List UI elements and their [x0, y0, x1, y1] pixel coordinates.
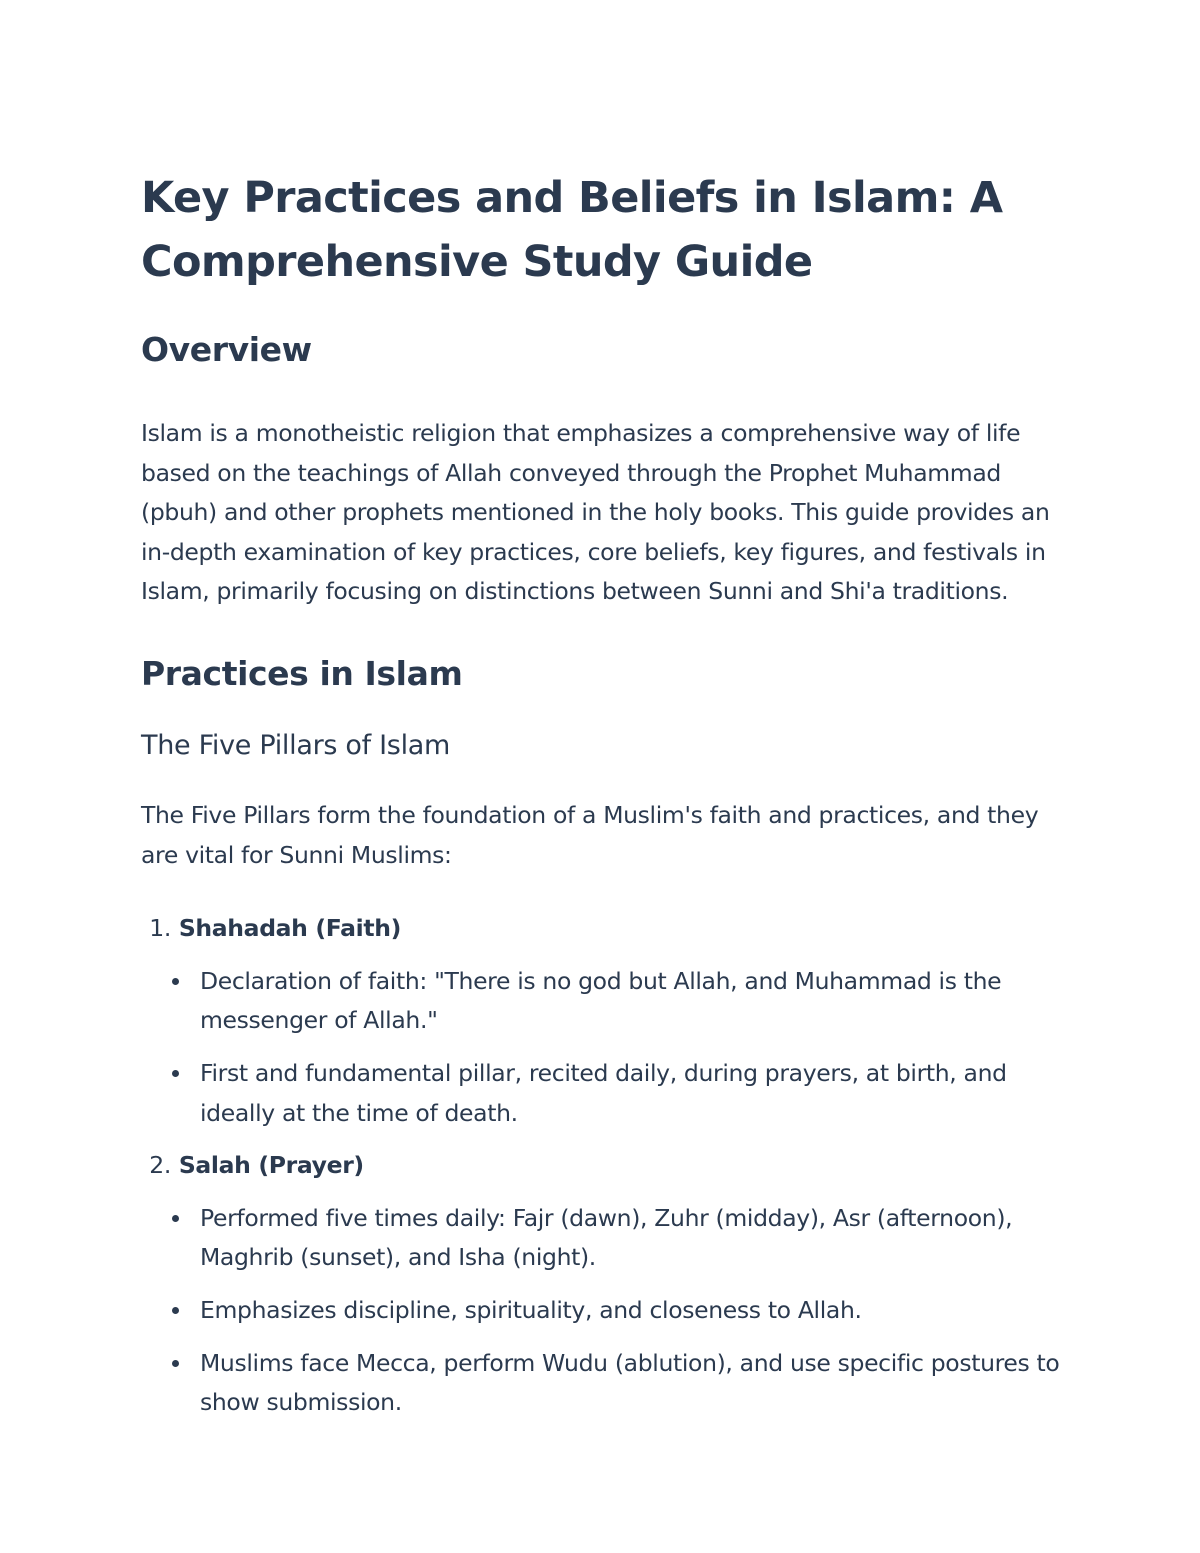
five-pillars-heading: The Five Pillars of Islam	[141, 729, 451, 761]
list-item-text: Declaration of faith: "There is no god but Allah, and Muhammad is the messenger of Allah."	[200, 966, 1002, 1035]
list-item	[141, 962, 1060, 1041]
bullet-icon	[172, 978, 179, 985]
list-item	[141, 1199, 1060, 1278]
five-pillars-intro: The Five Pillars form the foundation of a Muslim's faith and practices, and they are vital for Sunni Muslims:	[141, 800, 1039, 869]
bullet-icon	[172, 1360, 179, 1367]
pillar-item-shahadah	[141, 909, 1060, 1133]
pillar-name: Shahadah (Faith)	[178, 914, 401, 943]
pillar-number: 2.	[149, 1151, 171, 1180]
bullet-icon	[172, 1070, 179, 1077]
overview-paragraph: Islam is a monotheistic religion that emphasizes a comprehensive way of life based on the teachings of Allah conveyed through the Prophet Muhammad (pbuh) and other prophets mentioned in the holy books. This guide provides an in-depth examination of key practices, core beliefs, key figures, and festivals in Islam, primarily focusing on distinctions between Sunni and Shi'a traditions.	[141, 419, 1050, 606]
list-item-text: Emphasizes discipline, spirituality, and closeness to Allah.	[200, 1295, 862, 1324]
bullet-icon	[172, 1215, 179, 1222]
bullet-icon	[172, 1307, 179, 1314]
list-item	[141, 1054, 1060, 1133]
practices-heading: Practices in Islam	[141, 653, 463, 693]
pillar-points	[141, 962, 1060, 1133]
document-title: Key Practices and Beliefs in Islam: A Comprehensive Study Guide	[141, 173, 1003, 287]
overview-heading: Overview	[141, 330, 312, 369]
pillar-name: Salah (Prayer)	[178, 1151, 364, 1180]
list-item	[141, 1291, 1060, 1331]
pillar-number: 1.	[149, 914, 171, 943]
pillars-list	[141, 909, 1060, 1423]
list-item	[141, 1344, 1060, 1423]
pillar-item-salah	[141, 1146, 1060, 1423]
pillar-header	[141, 1146, 1060, 1186]
list-item-text: First and fundamental pillar, recited daily, during prayers, at birth, and ideally at the time of death.	[200, 1058, 1007, 1127]
pillar-header	[141, 909, 1060, 949]
pillar-points	[141, 1199, 1060, 1423]
list-item-text: Muslims face Mecca, perform Wudu (ablution), and use specific postures to show submission.	[200, 1348, 1060, 1417]
list-item-text: Performed five times daily: Fajr (dawn), Zuhr (midday), Asr (afternoon), Maghrib (sunset), and Isha (night).	[200, 1203, 1013, 1272]
